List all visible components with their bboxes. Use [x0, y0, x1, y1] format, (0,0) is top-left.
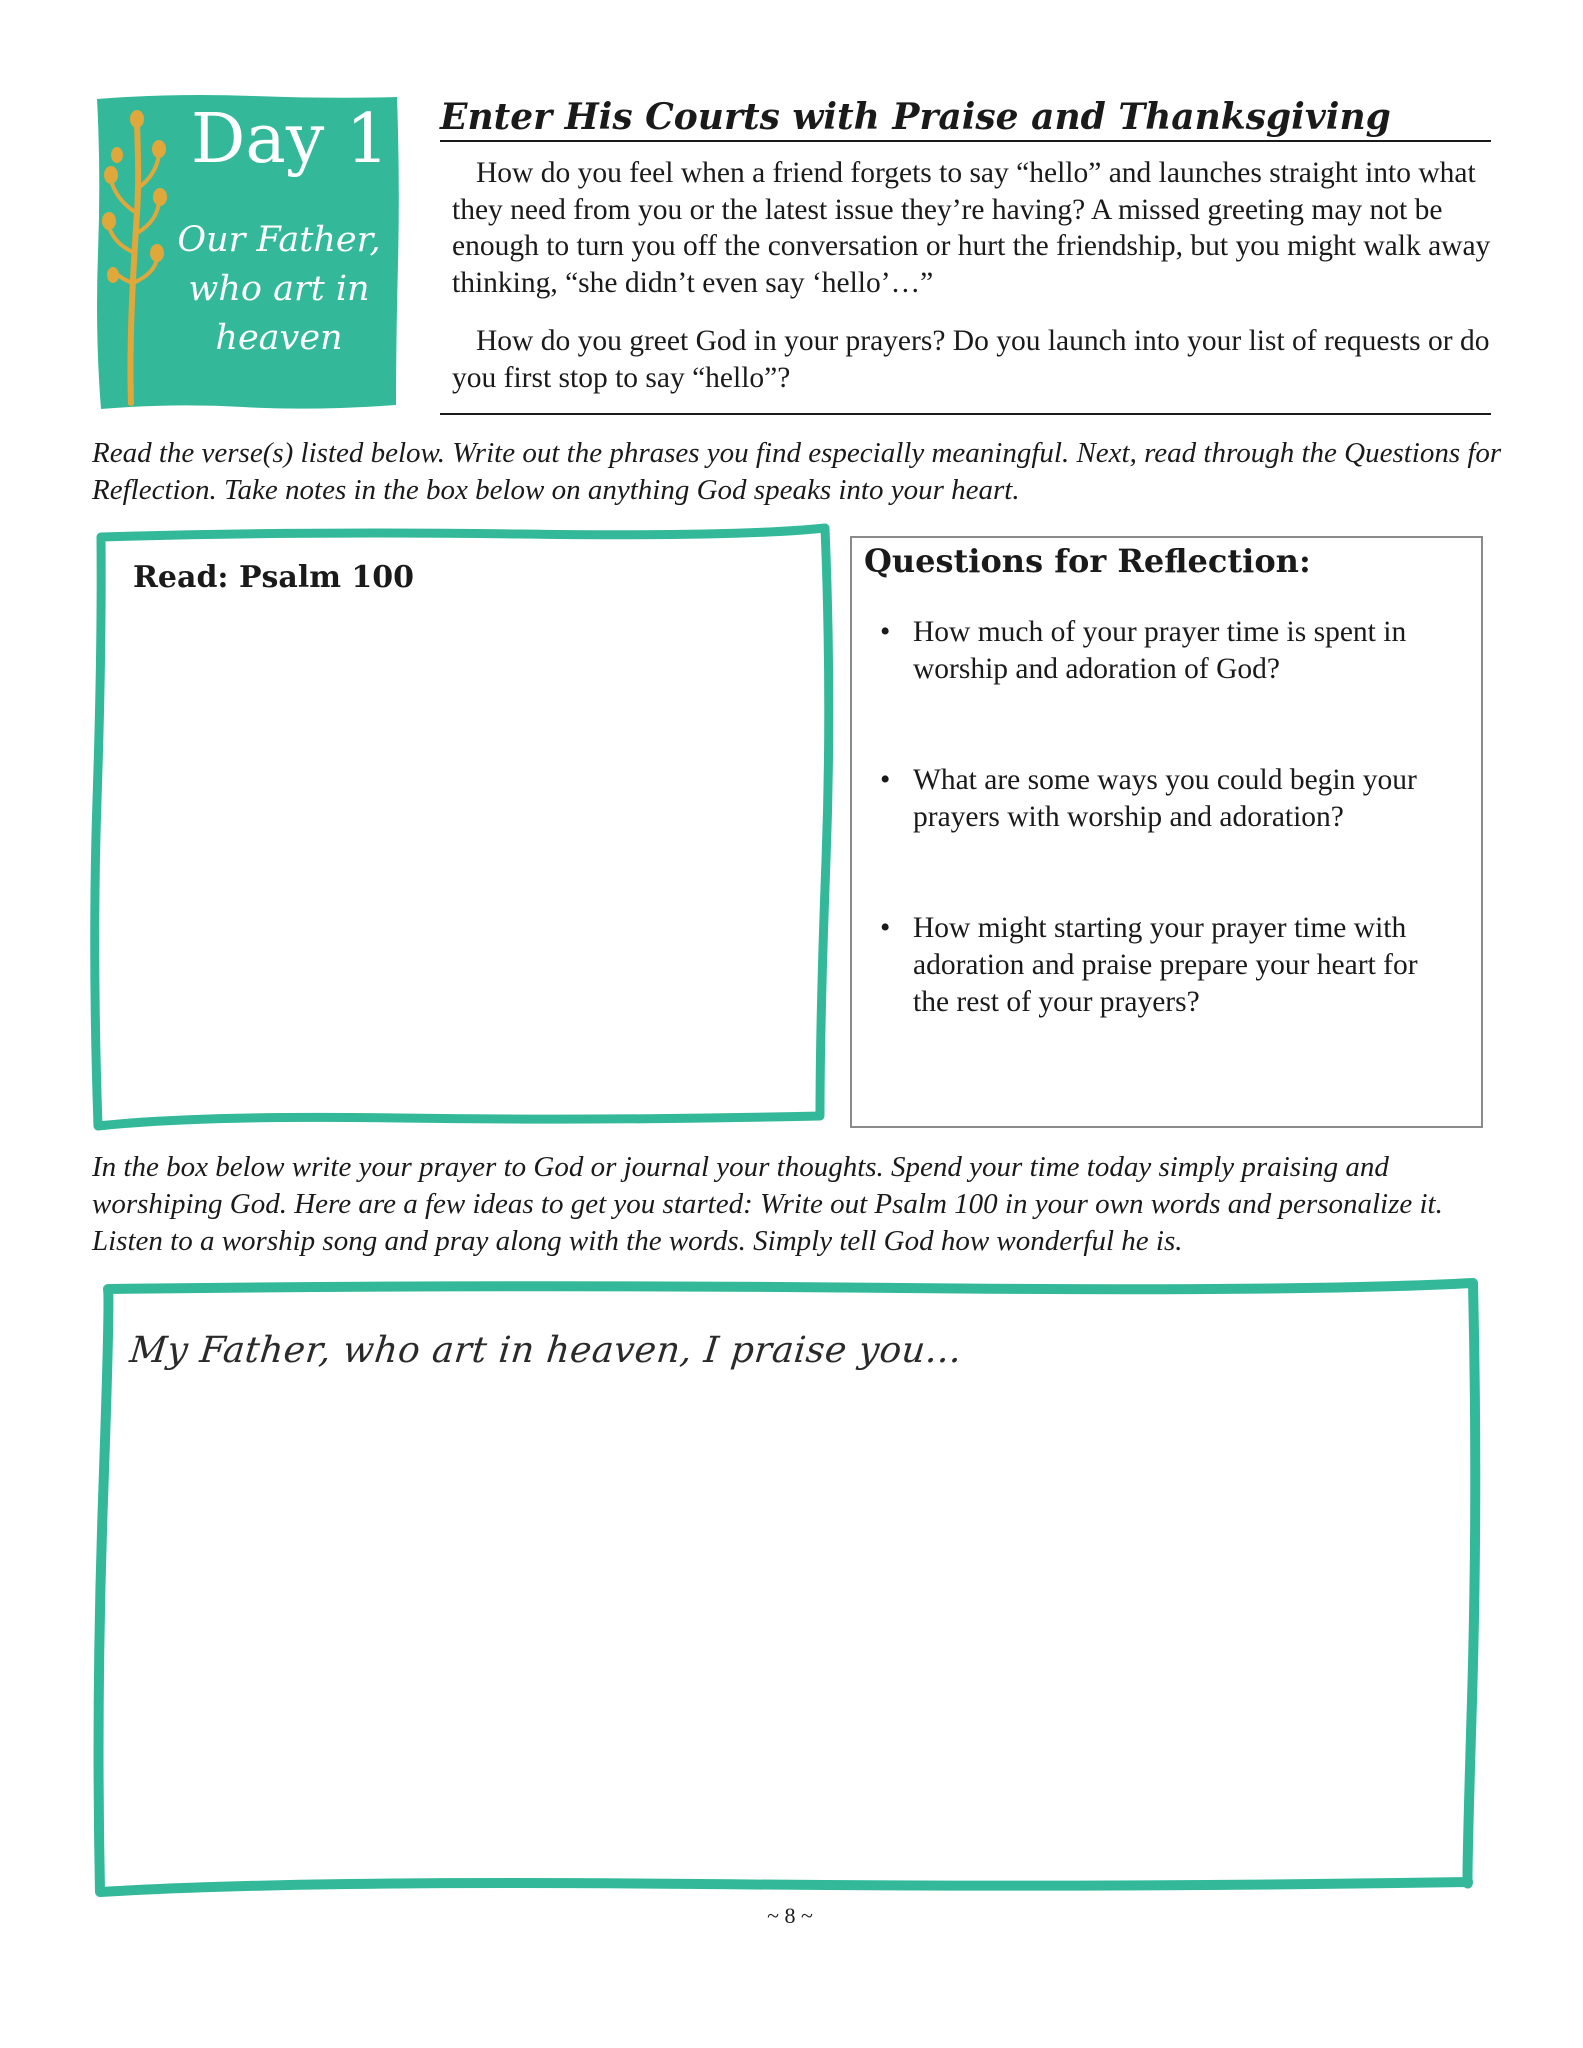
intro-paragraph: How do you feel when a friend forgets to say “hello” and launches straight into what they need from you or the latest issue they’re having? A missed greeting may not be enough to turn you off the conversation or hurt the friendship, but you might walk away thinking, “she didn’t even say ‘hello’…”: [452, 157, 1491, 299]
question-item: • What are some ways you could begin your prayers with worship and adoration?: [880, 764, 1417, 833]
questions-box: [850, 536, 1483, 1128]
questions-title: Questions for Reflection:: [864, 542, 1311, 580]
read-label: Read: Psalm 100: [133, 560, 415, 595]
page-number: ~ 8 ~: [767, 1903, 813, 1928]
section-heading: Enter His Courts with Praise and Thanksgiving: [440, 96, 1391, 138]
day-subtitle: Our Father, who art in heaven: [177, 220, 381, 358]
bullet-icon: •: [880, 764, 891, 796]
question-item: • How might starting your prayer time with adoration and praise prepare your heart for the rest of your prayers?: [880, 912, 1418, 1018]
day-title: Day 1: [190, 100, 390, 179]
prayer-starter-text: My Father, who art in heaven, I praise you…: [127, 1330, 965, 1371]
bullet-icon: •: [880, 616, 891, 648]
reading-instructions: Read the verse(s) listed below. Write out the phrases you find especially meaningful. Next, read through the Questions for Reflection. Take notes in the box below on anything God speaks into your heart.: [92, 437, 1502, 506]
intro-rule: [440, 413, 1491, 415]
bullet-icon: •: [880, 912, 891, 944]
question-item: • How much of your prayer time is spent in worship and adoration of God?: [880, 616, 1407, 685]
heading-rule: [440, 140, 1491, 142]
intro-paragraph: How do you greet God in your prayers? Do you launch into your list of requests or do you first stop to say “hello”?: [452, 325, 1490, 394]
prayer-instructions: In the box below write your prayer to God or journal your thoughts. Spend your time today simply praising and worshiping God. Here are a few ideas to get you started: Write out Psalm 100 in your own words and personalize it. Listen to a worship song and pray along with the words. Simply tell God how wonderful he is.: [92, 1151, 1443, 1257]
day-badge: [93, 93, 401, 411]
